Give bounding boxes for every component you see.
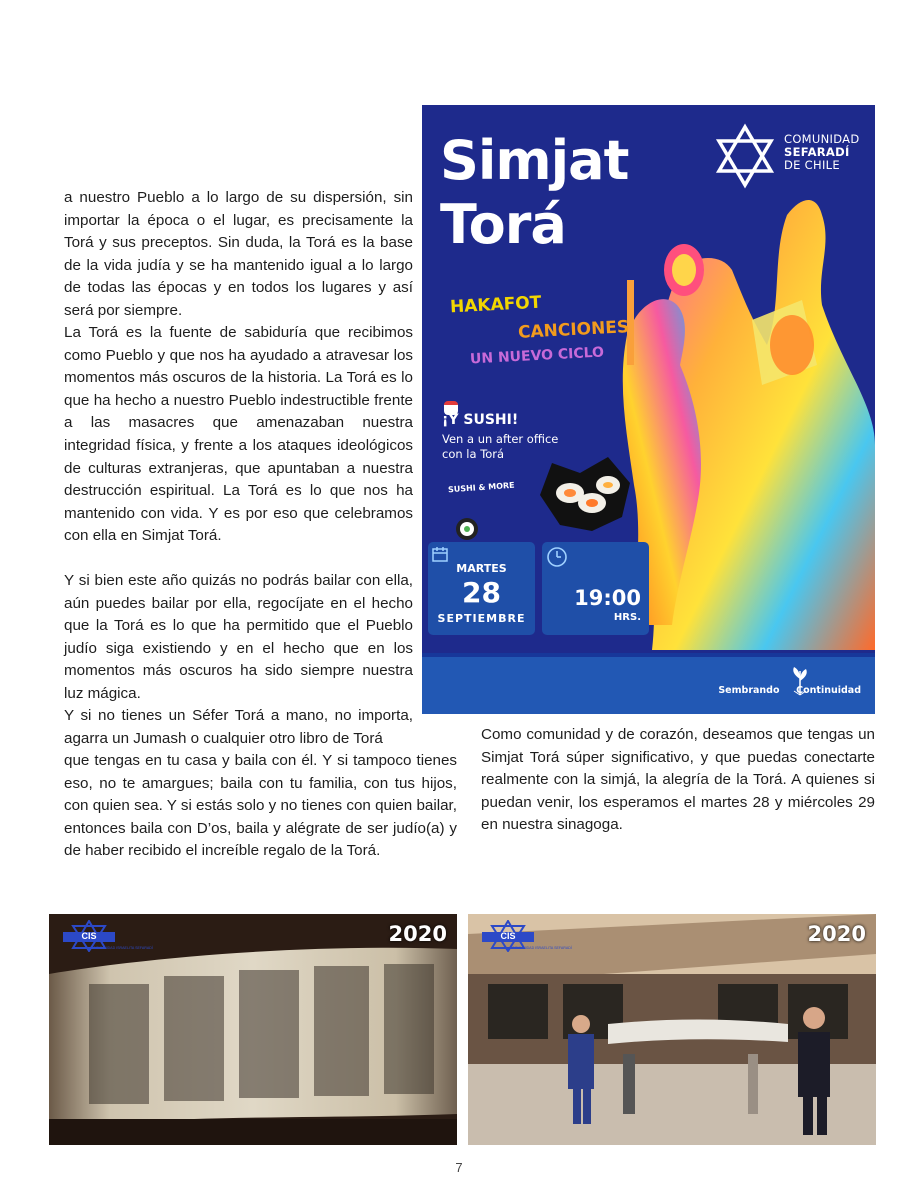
cis-logo [478, 920, 572, 952]
photo-unrolling-torah [468, 914, 876, 1145]
cis-logo-text: CIS [81, 931, 97, 941]
sushi-heading: ¡Y SUSHI! [442, 412, 519, 428]
sushi-roll-icon [454, 517, 480, 543]
slogan-word-2: Continuidad [796, 685, 861, 696]
article-paragraph: a nuestro Pueblo a lo largo de su dispersión, sin importar la época o el lugar, es precisamente la Torá y sus preceptos. Sin duda, la Torá es la base de la vida judía y se ha mantenido igual a lo largo de todas las épocas y en todos los lugares y así será por siempre. [64, 189, 413, 319]
event-poster [422, 105, 875, 714]
date-month: SEPTIEMBRE [437, 612, 526, 625]
page-number: 7 [455, 1160, 463, 1175]
article-paragraph: La Torá es la fuente de sabiduría que recibimos como Pueblo y que nos ha ayudado a atravesar los momentos más oscuros de la historia. La Torá es lo que ha hecho a nuestro Pueblo indestructible frente a las masacres que amenazaban nuestra integridad física, y frente a los ataques ideológicos de culturas extranjeras, que apuntaban a nuestra destrucción espiritual. La Torá es lo que nos ha mantenido con vida. Y es por eso que celebramos con ella en Simjat Torá. [64, 324, 413, 545]
cis-logo [59, 920, 153, 952]
cis-logo-text: CIS [500, 931, 516, 941]
photo-year: 2020 [388, 922, 447, 946]
poster-title [440, 129, 670, 257]
article-paragraph: Y si bien este año quizás no podrás bailar con ella, aún puedes bailar por ella, regocíjate en el hecho que la Torá es lo que ha permitido que el Pueblo judío siga existiendo y en el hecho que en los momentos más oscuros ha sido siempre nuestra luz mágica. [64, 572, 413, 702]
org-line-1: COMUNIDAD [784, 132, 860, 146]
sushi-subtitle-line-1: Ven a un after office [442, 432, 559, 446]
slogan-word-1: Sembrando [718, 685, 780, 696]
tag-canciones: CANCIONES [517, 317, 630, 343]
poster-title-line-1: Simjat [440, 129, 629, 192]
clock-icon [546, 546, 568, 568]
org-line-2: SEFARADÍ [784, 145, 850, 159]
article-paragraph: Y si no tienes un Séfer Torá a mano, no importa, agarra un Jumash o cualquier otro libro de Torá [64, 707, 413, 747]
poster-footer-divider [422, 653, 875, 657]
org-line-3: DE CHILE [784, 158, 840, 172]
cis-logo-caption: COMUNIDAD ISRAELITA SEFARADÍ [512, 946, 572, 950]
photo-torah-scroll [49, 914, 457, 1145]
date-day: 28 [462, 576, 501, 609]
star-of-david-icon [712, 123, 778, 189]
article-paragraph: Como comunidad y de corazón, deseamos que tengas un Simjat Torá súper significativo, y que puedas conectarte realmente con la simjá, la alegría de la Torá. A quienes si puedan venir, los esperamos el martes 28 y miércoles 29 en nuestra sinagoga. [481, 726, 875, 834]
poster-footer-slogan [718, 685, 861, 696]
sushi-subtitle-line-2: con la Torá [442, 447, 505, 461]
cis-logo-caption: COMUNIDAD ISRAELITA SEFARADÍ [93, 946, 153, 950]
time-box [542, 542, 649, 635]
tag-hakafot: HAKAFOT [449, 292, 542, 318]
time-value: 19:00 [574, 586, 641, 610]
article-paragraph: que tengas en tu casa y baila con él. Y si tampoco tienes eso, no te amargues; baila con tu familia, con tus hijos, con quien sea. Y si estás solo y no tienes con quien bailar, entonces baila con D’os, baila y alégrate de ser judío(a) y de haber recibido el increíble regalo de la Torá. [64, 752, 457, 860]
date-box [428, 542, 535, 635]
poster-title-line-2: Torá [440, 193, 566, 256]
tag-nuevo-ciclo: UN NUEVO CICLO [469, 344, 605, 368]
sushi-plate-illustration [530, 455, 640, 535]
calendar-icon [432, 546, 448, 562]
photo-year: 2020 [807, 922, 866, 946]
org-name [784, 133, 860, 172]
sushi-more-label: SUSHI & MORE [447, 480, 515, 495]
date-weekday: MARTES [456, 562, 507, 575]
time-unit: HRS. [613, 612, 641, 623]
